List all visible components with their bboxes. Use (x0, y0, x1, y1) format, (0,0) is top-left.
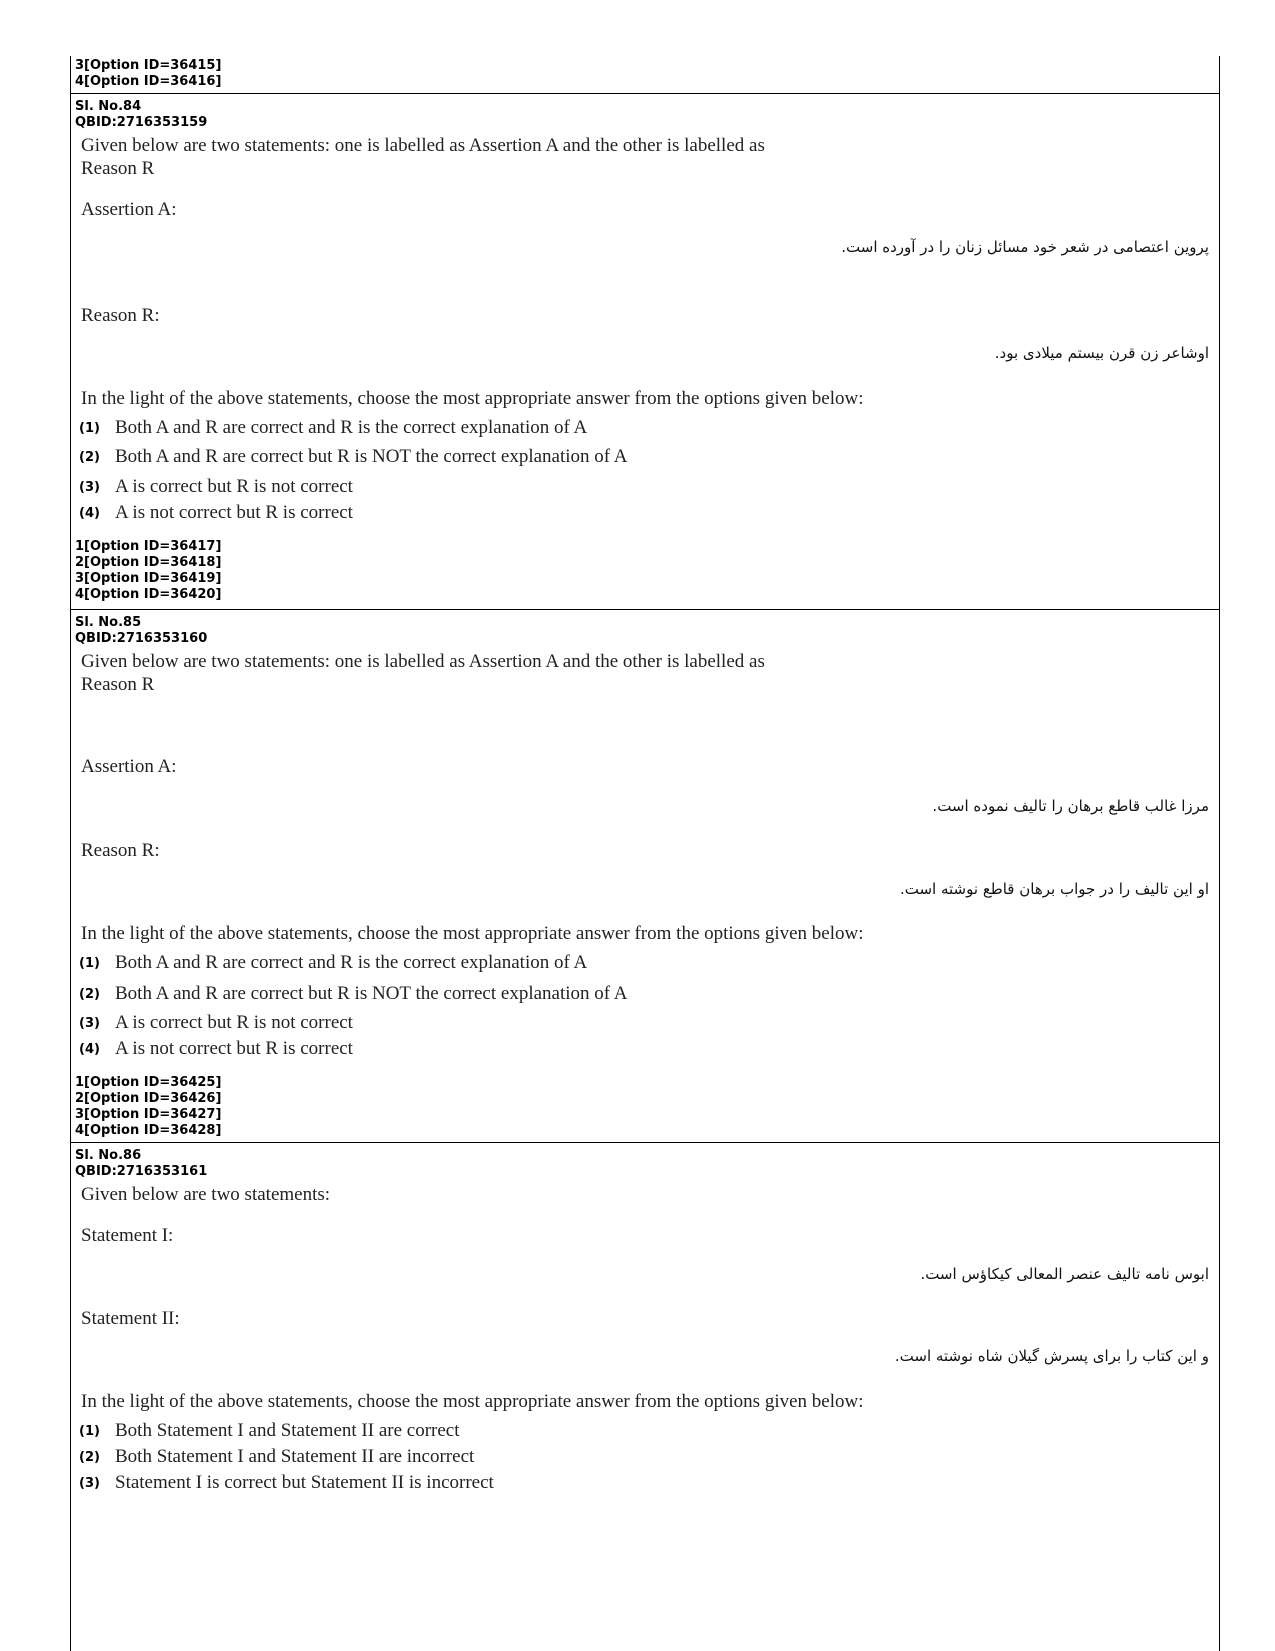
option-number: (1) (79, 1424, 100, 1439)
statement-2-text: و این کتاب را برای پسرش گیلان شاه نوشته است. (894, 1347, 1209, 1365)
statement-2-label: Statement II: (81, 1308, 180, 1329)
question-bank-id: QBID:2716353159 (75, 115, 208, 130)
answer-option (79, 1037, 353, 1061)
serial-number: Sl. No.84 (75, 99, 142, 114)
option-number: (2) (79, 987, 100, 1002)
serial-number: Sl. No.86 (75, 1148, 142, 1163)
option-number: (2) (79, 450, 100, 465)
option-id: 4[Option ID=36428] (75, 1123, 222, 1138)
option-id: 4[Option ID=36420] (75, 587, 222, 602)
question-prompt: In the light of the above statements, choose the most appropriate answer from the options given below: (81, 388, 864, 409)
option-id: 4[Option ID=36416] (75, 74, 222, 89)
answer-option (79, 1445, 474, 1469)
answer-option (79, 1471, 494, 1495)
option-text: Both A and R are correct but R is NOT the correct explanation of A (115, 446, 628, 467)
option-text: Both A and R are correct and R is the correct explanation of A (115, 417, 588, 438)
option-number: (2) (79, 1450, 100, 1465)
option-number: (1) (79, 421, 100, 436)
option-text: A is correct but R is not correct (115, 476, 353, 497)
option-id: 3[Option ID=36427] (75, 1107, 222, 1122)
option-id: 2[Option ID=36418] (75, 555, 222, 570)
question-86 (71, 1143, 1219, 1543)
question-intro-line2: Reason R (81, 158, 155, 179)
question-84 (71, 94, 1219, 609)
option-id: 1[Option ID=36417] (75, 539, 222, 554)
answer-option (79, 445, 628, 469)
reason-text: او این تالیف را در جواب برهان قاطع نوشته است. (899, 880, 1209, 898)
question-intro-line2: Reason R (81, 674, 155, 695)
option-id: 3[Option ID=36419] (75, 571, 222, 586)
reason-label: Reason R: (81, 305, 160, 326)
option-number: (3) (79, 1476, 100, 1491)
reason-label: Reason R: (81, 840, 160, 861)
question-85 (71, 610, 1219, 1142)
option-text: Both Statement I and Statement II are correct (115, 1420, 460, 1441)
option-text: Statement I is correct but Statement II is incorrect (115, 1472, 494, 1493)
option-number: (3) (79, 1016, 100, 1031)
answer-option (79, 1419, 460, 1443)
option-number: (4) (79, 1042, 100, 1057)
question-prompt: In the light of the above statements, choose the most appropriate answer from the options given below: (81, 923, 864, 944)
option-text: A is not correct but R is correct (115, 502, 353, 523)
question-intro: Given below are two statements: one is labelled as Assertion A and the other is labelled as (81, 651, 765, 672)
option-number: (4) (79, 506, 100, 521)
question-bank-id: QBID:2716353160 (75, 631, 208, 646)
answer-option (79, 951, 587, 975)
answer-option (79, 475, 353, 499)
option-id: 3[Option ID=36415] (75, 58, 222, 73)
question-intro: Given below are two statements: (81, 1184, 331, 1205)
option-id: 2[Option ID=36426] (75, 1091, 222, 1106)
option-number: (1) (79, 956, 100, 971)
answer-option (79, 416, 587, 440)
question-paper-frame (70, 56, 1220, 1651)
option-text: A is correct but R is not correct (115, 1012, 353, 1033)
answer-option (79, 1011, 353, 1035)
assertion-label: Assertion A: (81, 199, 177, 220)
question-bank-id: QBID:2716353161 (75, 1164, 208, 1179)
question-intro: Given below are two statements: one is labelled as Assertion A and the other is labelled as (81, 135, 765, 156)
statement-1-text: ابوس نامه تالیف عنصر المعالی کیکاؤس است. (920, 1265, 1209, 1283)
assertion-label: Assertion A: (81, 756, 177, 777)
reason-text: اوشاعر زن قرن بیستم میلادی بود. (994, 344, 1209, 362)
option-text: Both A and R are correct but R is NOT the correct explanation of A (115, 983, 628, 1004)
question-prompt: In the light of the above statements, choose the most appropriate answer from the options given below: (81, 1391, 864, 1412)
option-id: 1[Option ID=36425] (75, 1075, 222, 1090)
option-text: Both Statement I and Statement II are incorrect (115, 1446, 475, 1467)
answer-option (79, 501, 353, 525)
option-number: (3) (79, 480, 100, 495)
option-text: Both A and R are correct and R is the correct explanation of A (115, 952, 588, 973)
assertion-text: پروین اعتصامی در شعر خود مسائل زنان را در آورده است. (841, 238, 1209, 256)
statement-1-label: Statement I: (81, 1225, 174, 1246)
answer-option (79, 982, 628, 1006)
option-text: A is not correct but R is correct (115, 1038, 353, 1059)
assertion-text: مرزا غالب قاطع برهان را تالیف نموده است. (932, 797, 1209, 815)
serial-number: Sl. No.85 (75, 615, 142, 630)
